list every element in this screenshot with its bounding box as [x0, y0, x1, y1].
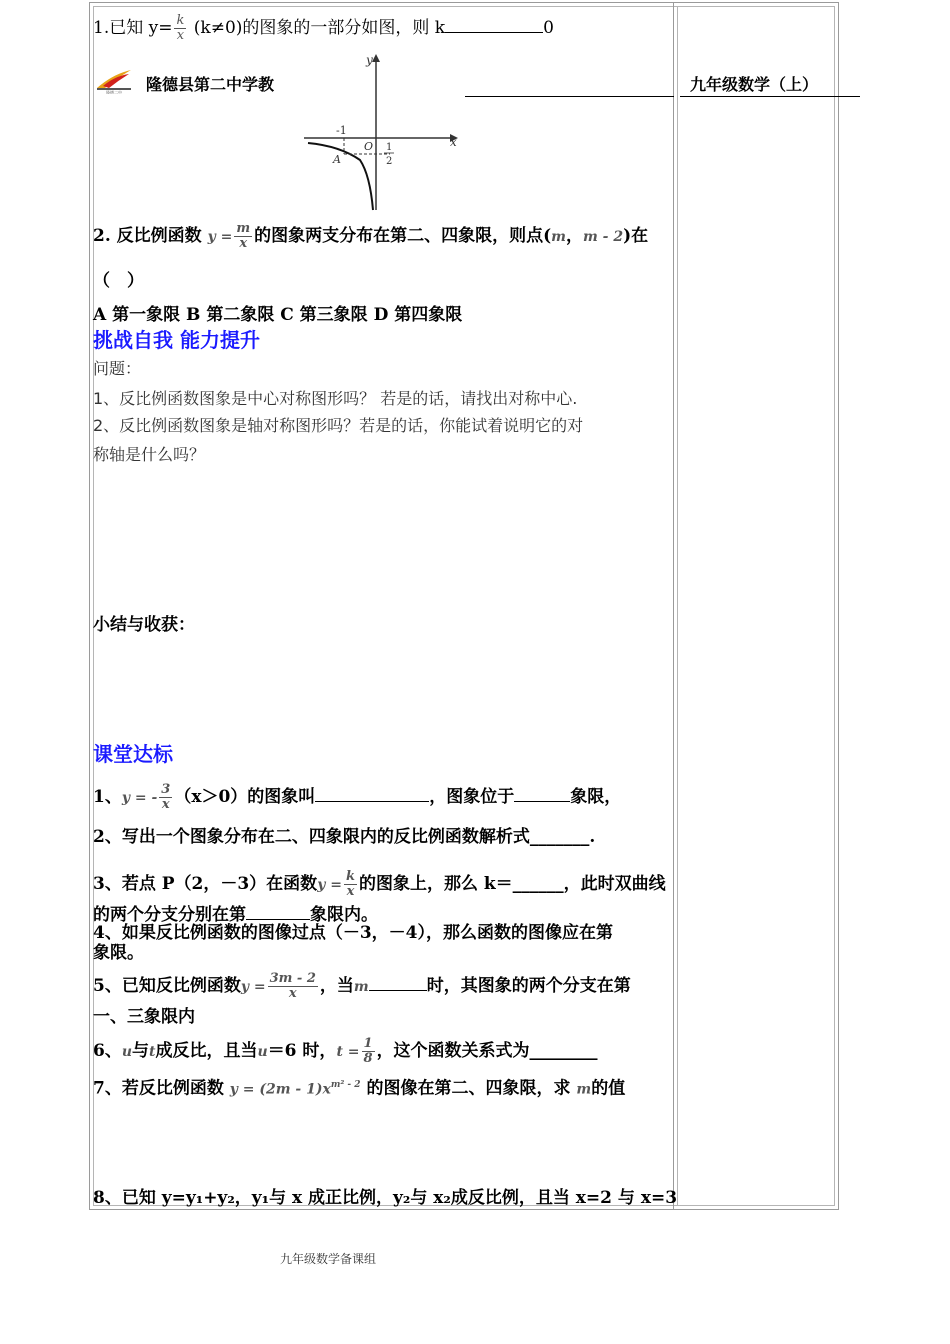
classwork-item-7: 7、若反比例函数 $y = (2m - 1)x^{m^2 - 2}$ 的图像在第二、四象限，求 m的值	[93, 1078, 626, 1099]
fraction: $\frac{k}{x}$	[345, 869, 355, 899]
classwork-item-3: 3、若点 P（2，－3）在函数y = $\frac{k}{x}$ 的图象上，那么 k＝______，此时双曲线	[93, 869, 666, 899]
fraction: $\frac{k}{x}$	[176, 13, 185, 43]
fraction: $\frac{3m - 2}{x}$	[269, 971, 316, 1001]
exercise-q1: 1.已知 y= $\frac{k}{x}$ (k≠0)的图象的一部分如图，则 k 0	[93, 13, 554, 43]
classwork-item-3-line2: 的两个分支分别在第 象限内。	[93, 905, 378, 925]
classwork-item-8: 8、已知 y=y₁+y₂，y₁与 x 成正比例，y₂与 x₂成反比例，且当 x=2 与 x=3	[93, 1188, 678, 1208]
fraction: $\frac{3}{x}$	[161, 782, 171, 812]
exercise-q2: 2. 反比例函数 y = $\frac{m}{x}$ 的图象两支分布在第二、四象限，则点(m，m - 2)在	[93, 221, 649, 251]
classwork-item-6: 6、u与t成反比，且当u＝6 时，t = $\frac{1}{8}$ ，这个函数关系式为________	[93, 1036, 598, 1066]
school-name: 隆德县第二中学教	[146, 75, 275, 94]
classwork-item-5-line2: 一、三象限内	[93, 1007, 195, 1027]
answer-blank[interactable]	[514, 785, 570, 802]
challenge-q1: 1、反比例函数图象是中心对称图形吗？ 若是的话，请找出对称中心.	[93, 389, 578, 408]
graph-y-label: y	[366, 53, 373, 67]
table-column-divider-inner	[677, 6, 678, 1206]
q2-options: A 第一象限 B 第二象限 C 第三象限 D 第四象限	[93, 305, 463, 325]
section-title-classwork: 课堂达标	[93, 742, 173, 766]
svg-text:隆德二中: 隆德二中	[106, 90, 122, 94]
challenge-q2-line2: 称轴是什么吗？	[93, 445, 206, 464]
answer-blank[interactable]	[315, 785, 429, 802]
summary-label: 小结与收获：	[93, 615, 195, 635]
classwork-item-4: 4、如果反比例函数的图像过点（－3，－4），那么函数的图像应在第	[93, 923, 613, 943]
header-rule-right	[680, 96, 860, 97]
hyperbola-graph	[300, 50, 465, 212]
graph-tick-num: 1	[386, 142, 393, 153]
classwork-item-2: 2、写出一个图象分布在二、四象限内的反比例函数解析式_______.	[93, 827, 596, 847]
classwork-item-4-line2: 象限。	[93, 943, 144, 963]
fraction: $\frac{1}{8}$	[363, 1036, 373, 1066]
graph-origin: O	[364, 140, 374, 153]
school-logo	[95, 66, 133, 94]
answer-blank[interactable]	[445, 16, 543, 33]
challenge-label: 问题：	[93, 359, 142, 378]
answer-blank[interactable]	[369, 974, 427, 991]
graph-tick-den: 2	[386, 156, 393, 167]
section-title-challenge: 挑战自我 能力提升	[93, 328, 260, 352]
classwork-item-5: 5、已知反比例函数y = $\frac{3m - 2}{x}$ ，当m 时，其图象的两个分支在第	[93, 971, 631, 1001]
header-subject: 九年级数学（上）	[690, 75, 819, 94]
page-footer: 九年级数学备课组	[280, 1252, 377, 1266]
header-rule	[462, 96, 674, 97]
fraction: $\frac{m}{x}$	[236, 221, 251, 251]
challenge-q2-line1: 2、反比例函数图象是轴对称图形吗？若是的话，你能试着说明它的对	[93, 416, 584, 435]
answer-blank[interactable]	[246, 903, 310, 920]
graph-point-a: A	[333, 153, 341, 166]
graph-tick-neg: -1	[336, 124, 347, 137]
q2-paren: （ ）	[93, 271, 144, 291]
classwork-item-1: 1、y = - $\frac{3}{x}$ （x＞0）的图象叫 ，图象位于 象限，	[93, 782, 622, 812]
table-column-divider	[673, 2, 674, 1210]
graph-x-label: x	[450, 135, 457, 149]
